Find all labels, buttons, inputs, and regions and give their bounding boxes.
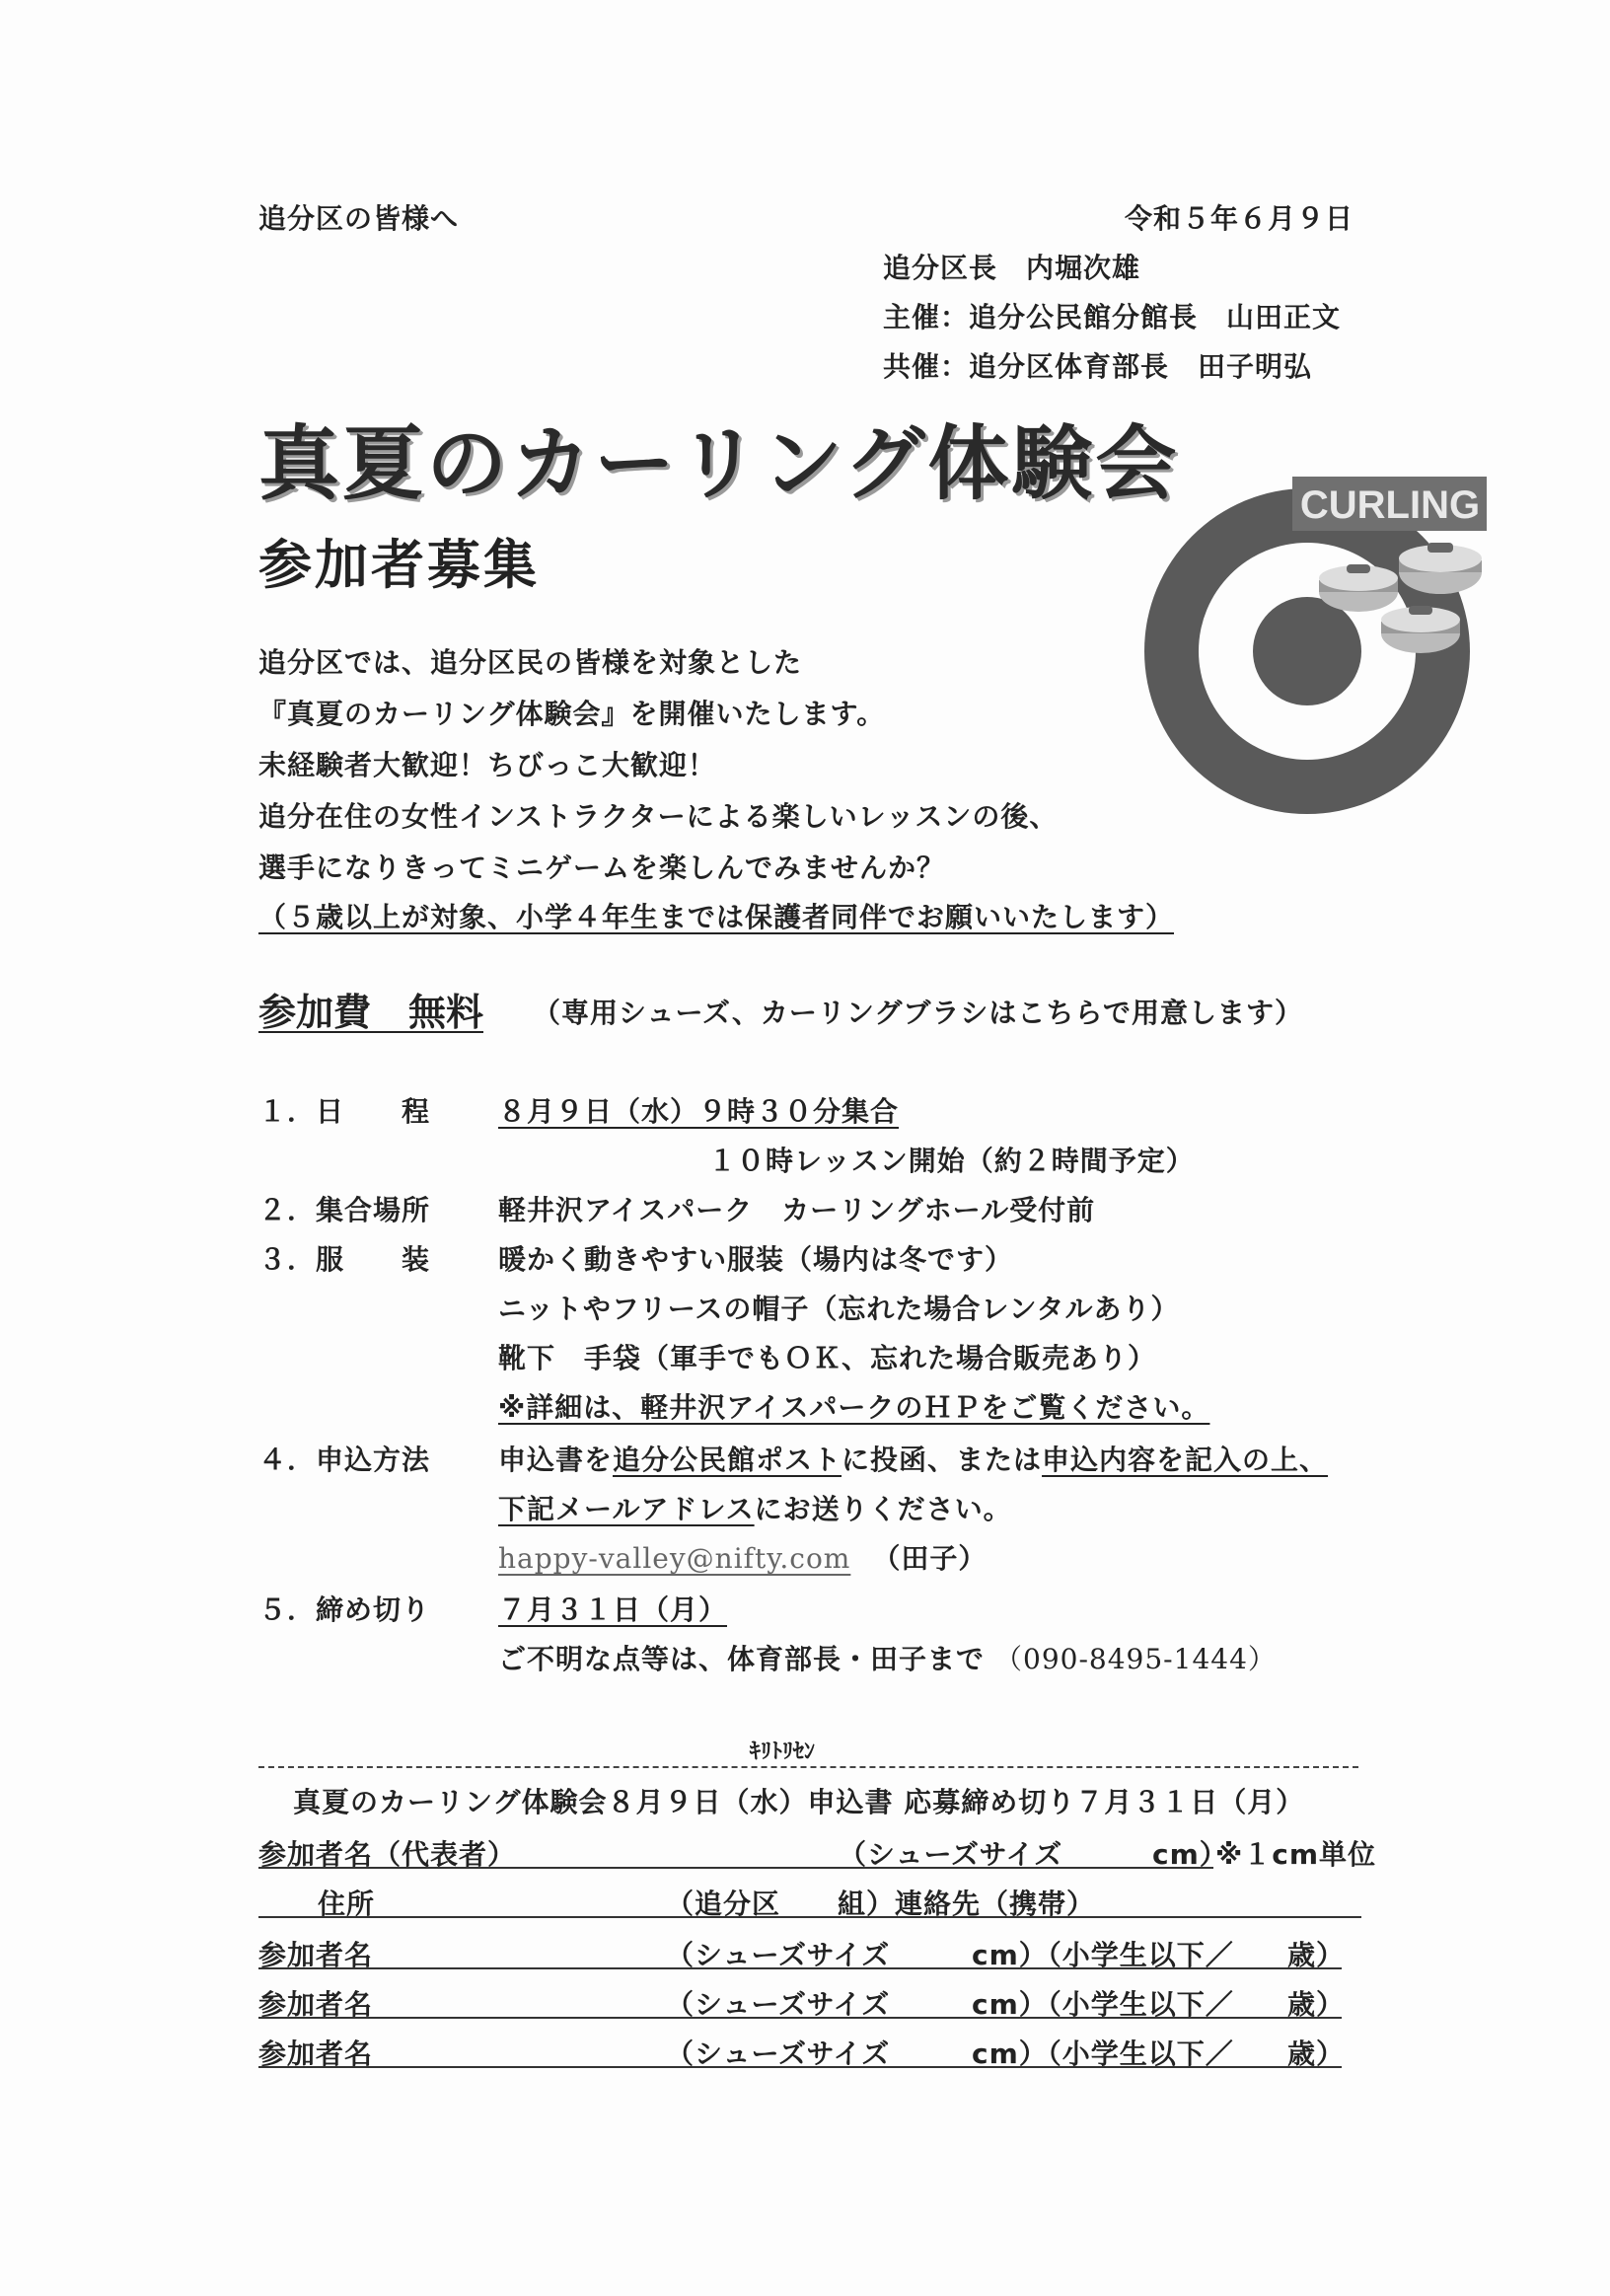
attire-label: ３．服 装 [258, 1243, 431, 1276]
form-participant-size: （シューズサイズ [666, 2037, 891, 2070]
apply-text: に投函、または [842, 1444, 1043, 1476]
apply-post-box: 追分公民館ポスト [613, 1444, 842, 1476]
form-participant-label: 参加者名 [258, 2037, 374, 2070]
form-rep-name-field[interactable] [258, 1867, 1213, 1869]
deadline-date: ７月３１日（月） [498, 1593, 728, 1626]
logo-text: CURLING [1299, 483, 1481, 527]
form-participant-field[interactable] [258, 2066, 1342, 2068]
attire-line: ニットやフリースの帽子（忘れた場合レンタルあり） [498, 1293, 1180, 1325]
contact-phone: （090-8495-1444） [994, 1643, 1277, 1675]
form-title: 真夏のカーリング体験会８月９日（水）申込書 応募締め切り７月３１日（月） [293, 1786, 1305, 1818]
sender-chief: 追分区長 内堀次雄 [883, 252, 1141, 284]
apply-text: 申込書を [498, 1444, 614, 1476]
apply-fill-in: 申込内容を記入の上、 [1042, 1444, 1329, 1476]
attire-details-note: ※詳細は、軽井沢アイスパークのＨＰをご覧ください。 [498, 1391, 1210, 1424]
intro-line: 追分在住の女性インストラクターによる楽しいレッスンの後、 [258, 800, 1059, 833]
apply-label: ４．申込方法 [258, 1444, 431, 1476]
form-rep-name-label: 参加者名（代表者） [258, 1838, 517, 1871]
form-participant-age: cm）（小学生以下／ [972, 1988, 1234, 2021]
form-participant-field[interactable] [258, 1967, 1342, 1969]
schedule-date: ８月９日（水）９時３０分集合 [498, 1095, 900, 1128]
form-participant-field[interactable] [258, 2017, 1342, 2019]
form-address-label: 住所 [318, 1888, 376, 1920]
deadline-label: ５．締め切り [258, 1593, 431, 1626]
sender-co-organizer: 共催：追分区体育部長 田子明弘 [883, 350, 1313, 383]
schedule-label: １．日 程 [258, 1095, 431, 1128]
form-participant-age: cm）（小学生以下／ [972, 2037, 1234, 2070]
fee-label: 参加費 無料 [258, 991, 484, 1034]
intro-eligibility-note: （５歳以上が対象、小学４年生までは保護者同伴でお願いいたします） [258, 901, 1175, 933]
contact-line [498, 1638, 1277, 1677]
cut-line [258, 1766, 1358, 1768]
apply-line [498, 1439, 1328, 1478]
contact-text: ご不明な点等は、体育部長・田子まで [498, 1643, 986, 1675]
form-participant-size: （シューズサイズ [666, 1939, 891, 1971]
intro-line: 追分区では、追分区民の皆様を対象とした [258, 646, 803, 679]
cut-line-label: ｷﾘﾄﾘｾﾝ [750, 1740, 816, 1764]
intro-line: 『真夏のカーリング体験会』を開催いたします。 [258, 698, 886, 730]
form-shoe-size-label: （シューズサイズ [839, 1838, 1063, 1871]
form-participant-age-unit: 歳） [1287, 1939, 1346, 1971]
schedule-lesson: １０時レッスン開始（約２時間予定） [708, 1145, 1195, 1177]
form-participant-age-unit: 歳） [1287, 2037, 1346, 2070]
form-shoe-size-note: ※１cm単位 [1215, 1838, 1376, 1871]
form-participant-label: 参加者名 [258, 1988, 374, 2021]
page-title: 真夏のカーリング体験会 [258, 417, 1180, 511]
form-address-contact-label: （追分区 組）連絡先（携帯） [666, 1888, 1096, 1920]
page-subtitle: 参加者募集 [258, 534, 540, 596]
attire-line: 暖かく動きやすい服装（場内は冬です） [498, 1243, 1014, 1276]
form-participant-age: cm）（小学生以下／ [972, 1939, 1234, 1971]
attire-line: 靴下 手袋（軍手でもＯＫ、忘れた場合販売あり） [498, 1342, 1157, 1374]
fee-note: （専用シューズ、カーリングブラシはこちらで用意します） [533, 997, 1304, 1029]
form-participant-size: （シューズサイズ [666, 1988, 891, 2021]
venue-value: 軽井沢アイスパーク カーリングホール受付前 [498, 1194, 1096, 1226]
apply-email-ref: 下記メールアドレス [498, 1493, 755, 1525]
apply-text: にお送りください。 [754, 1493, 1012, 1525]
form-address-field[interactable] [258, 1916, 1361, 1918]
form-shoe-size-unit: cm） [1152, 1838, 1228, 1871]
sender-organizer: 主催：追分公民館分館長 山田正文 [883, 301, 1342, 333]
house-button [1253, 597, 1361, 705]
apply-email-line [498, 1537, 987, 1577]
form-participant-age-unit: 歳） [1287, 1988, 1346, 2021]
intro-line: 選手になりきってミニゲームを楽しんでみませんか？ [258, 852, 946, 884]
curling-stone-icon [1319, 564, 1398, 612]
apply-line [498, 1488, 1012, 1527]
email-link[interactable]: happy-valley@nifty.com [498, 1542, 851, 1575]
curling-logo [1139, 474, 1495, 829]
addressee: 追分区の皆様へ [258, 202, 460, 235]
form-participant-label: 参加者名 [258, 1939, 374, 1971]
curling-stone-icon [1381, 606, 1460, 653]
curling-stone-icon [1399, 543, 1482, 594]
venue-label: ２．集合場所 [258, 1194, 431, 1226]
email-contact-name: （田子） [872, 1542, 988, 1575]
issue-date: 令和５年６月９日 [1125, 202, 1354, 235]
intro-line: 未経験者大歓迎！ちびっこ大歓迎！ [258, 749, 717, 781]
